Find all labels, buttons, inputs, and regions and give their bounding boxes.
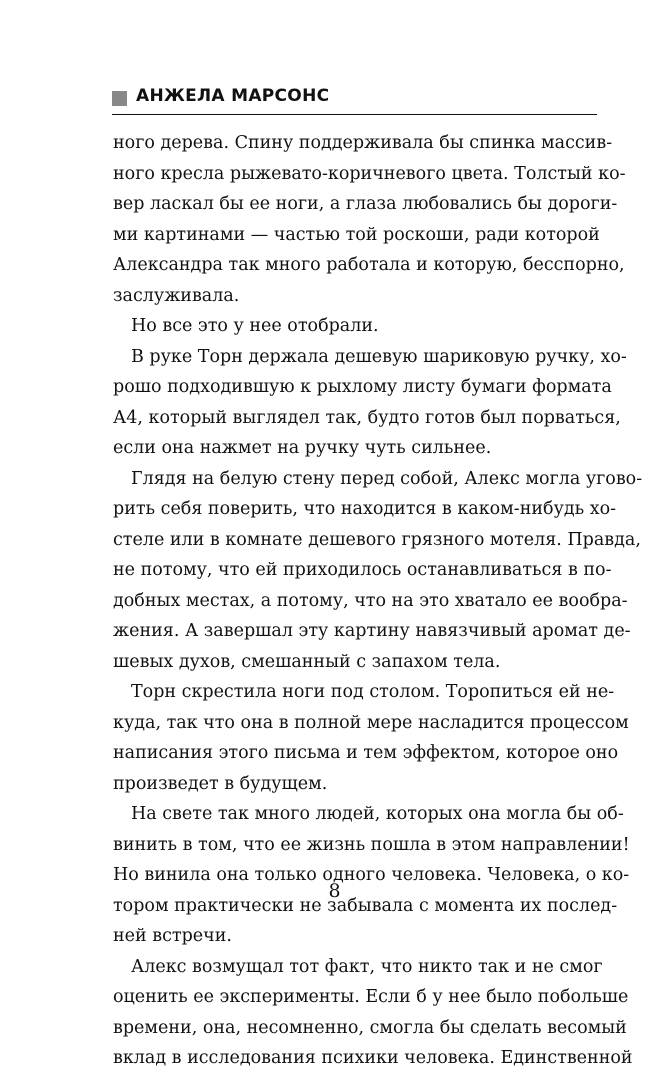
text-line: ного кресла рыжевато-коричневого цвета. Толстый ко- (113, 163, 626, 184)
text-line: Торн скрестила ноги под столом. Торопиться ей не- (131, 682, 615, 702)
text-line: вер ласкал бы ее ноги, а глаза любовались бы дороги- (113, 194, 618, 214)
text-line: оценить ее эксперименты. Если б у нее было побольше (113, 987, 629, 1007)
text-line: произведет в будущем. (113, 773, 328, 794)
text-line: рить себя поверить, что находится в каком-нибудь хо- (113, 499, 617, 519)
text-line: если она нажмет на ручку чуть сильнее. (113, 438, 492, 458)
header-square-marker (112, 91, 127, 106)
text-line: не потому, что ей приходилось останавливаться в по- (113, 560, 612, 580)
body-text (113, 128, 643, 1074)
text-line: стеле или в комнате дешевого грязного мотеля. Правда, (113, 529, 641, 550)
text-line: Алекс возмущал тот факт, что никто так и не смог (131, 956, 603, 977)
text-line: шевых духов, смешанный с запахом тела. (113, 651, 501, 672)
text-line: винить в том, что ее жизнь пошла в этом направлении! (113, 834, 630, 855)
text-line: тором практически не забывала с момента их послед- (113, 895, 618, 916)
text-line: рошо подходившую к рыхлому листу бумаги формата (113, 377, 612, 397)
text-line: Глядя на белую стену перед собой, Алекс могла угово- (131, 468, 643, 489)
text-line: Александра так много работала и которую, бесспорно, (113, 255, 625, 275)
text-line: А4, который выглядел так, будто готов был порваться, (113, 407, 621, 428)
text-line: написания этого письма и тем эффектом, которое оно (113, 743, 619, 763)
text-line: ней встречи. (113, 926, 232, 946)
text-line: добных местах, а потому, что на это хватало ее вообра- (113, 590, 628, 611)
text-line: Но винила она только одного человека. Человека, о ко- (113, 865, 630, 885)
text-line: куда, так что она в полной мере насладится процессом (113, 712, 629, 733)
author-name: АНЖЕЛА МАРСОНС (136, 86, 330, 106)
text-line: заслуживала. (113, 285, 240, 306)
running-head (97, 82, 597, 116)
page-number: 8 (328, 880, 341, 902)
header-rule (112, 114, 597, 115)
text-line: На свете так много людей, которых она могла бы об- (131, 804, 624, 824)
text-line: вклад в исследования психики человека. Единственной (113, 1048, 633, 1068)
text-line: ми картинами — частью той роскоши, ради которой (113, 224, 600, 245)
text-line: В руке Торн держала дешевую шариковую ручку, хо- (131, 346, 627, 367)
text-line: Но все это у нее отобрали. (131, 316, 379, 336)
text-line: жения. А завершал эту картину навязчивый аромат де- (113, 621, 631, 641)
text-line: ного дерева. Спину поддерживала бы спинка массив- (113, 133, 613, 153)
text-line: времени, она, несомненно, смогла бы сделать весомый (113, 1017, 627, 1038)
